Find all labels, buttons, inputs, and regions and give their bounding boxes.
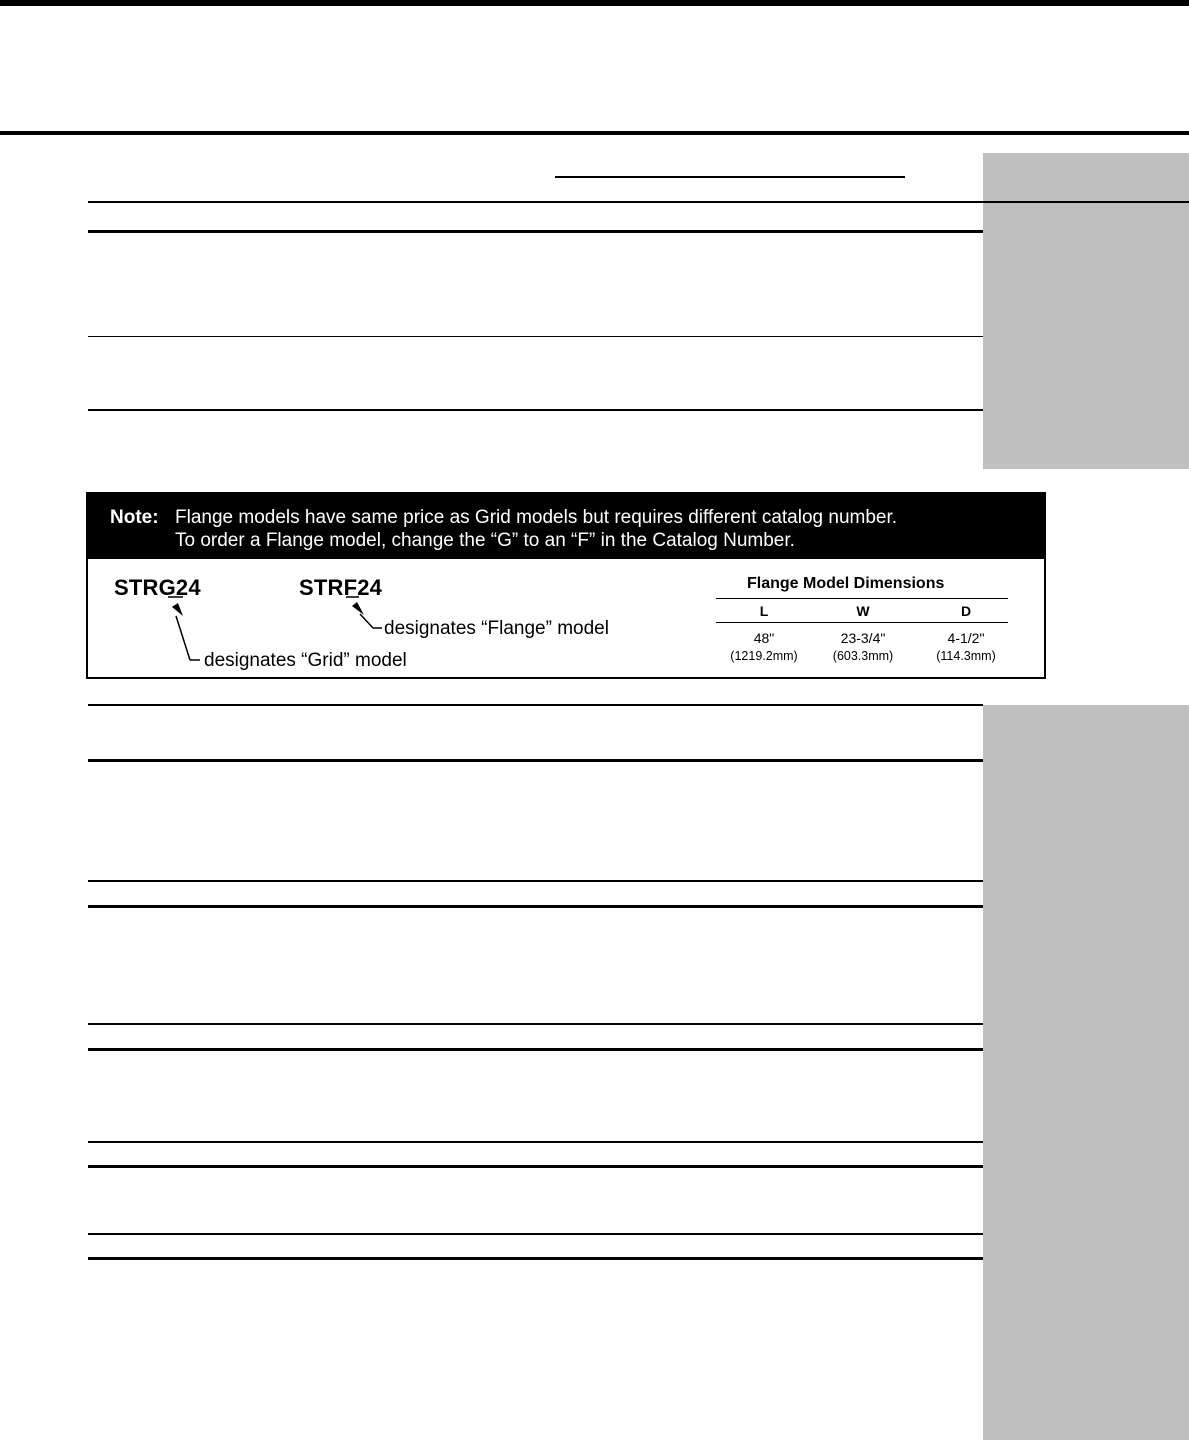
dimension-header-w: W (856, 603, 870, 619)
dimension-metric-d: (114.3mm) (936, 649, 996, 663)
dimension-metric-w: (603.3mm) (832, 649, 894, 663)
section-rule (88, 880, 983, 882)
dimensions-title: Flange Model Dimensions (747, 575, 945, 592)
dimension-value-d: 4-1/2" (947, 630, 985, 646)
note-text-line-1: Flange models have same price as Grid models but requires different catalog number. (175, 507, 898, 528)
dimension-header-l: L (759, 603, 769, 619)
grid-catalog-number: STRG24 (114, 575, 201, 600)
section-rule (88, 409, 983, 411)
grid-designation-label: designates “Grid” model (204, 650, 407, 671)
dimension-metric-l: (1219.2mm) (730, 649, 798, 663)
flange-note-box (86, 492, 1046, 679)
section-rule (88, 1257, 983, 1260)
section-rule (88, 336, 983, 337)
grid-arrow-icon (168, 597, 200, 660)
section-rule (88, 704, 983, 706)
title-underline (555, 176, 905, 178)
dimension-header-d: D (960, 603, 972, 619)
dimensions-rule (716, 622, 1008, 623)
header-rule (0, 131, 1189, 135)
flange-arrow-icon (346, 597, 382, 628)
flange-catalog-number: STRF24 (299, 575, 383, 600)
section-rule (88, 1141, 983, 1143)
section-rule (88, 1165, 983, 1168)
note-label: Note: (110, 507, 159, 528)
note-text-line-2: To order a Flange model, change the “G” to an “F” in the Catalog Number. (175, 530, 795, 551)
section-rule (88, 230, 983, 233)
flange-designation-label: designates “Flange” model (384, 618, 609, 639)
section-rule (88, 1233, 983, 1235)
top-rule (0, 0, 1189, 6)
section-rule (88, 201, 1189, 203)
section-rule (88, 905, 983, 908)
side-tab-lower (983, 705, 1189, 1440)
section-rule (88, 759, 983, 762)
dimension-value-l: 48" (753, 630, 775, 646)
section-rule (88, 1048, 983, 1051)
dimension-value-w: 23-3/4" (840, 630, 886, 646)
dimensions-rule (716, 598, 1008, 599)
section-rule (88, 1023, 983, 1025)
